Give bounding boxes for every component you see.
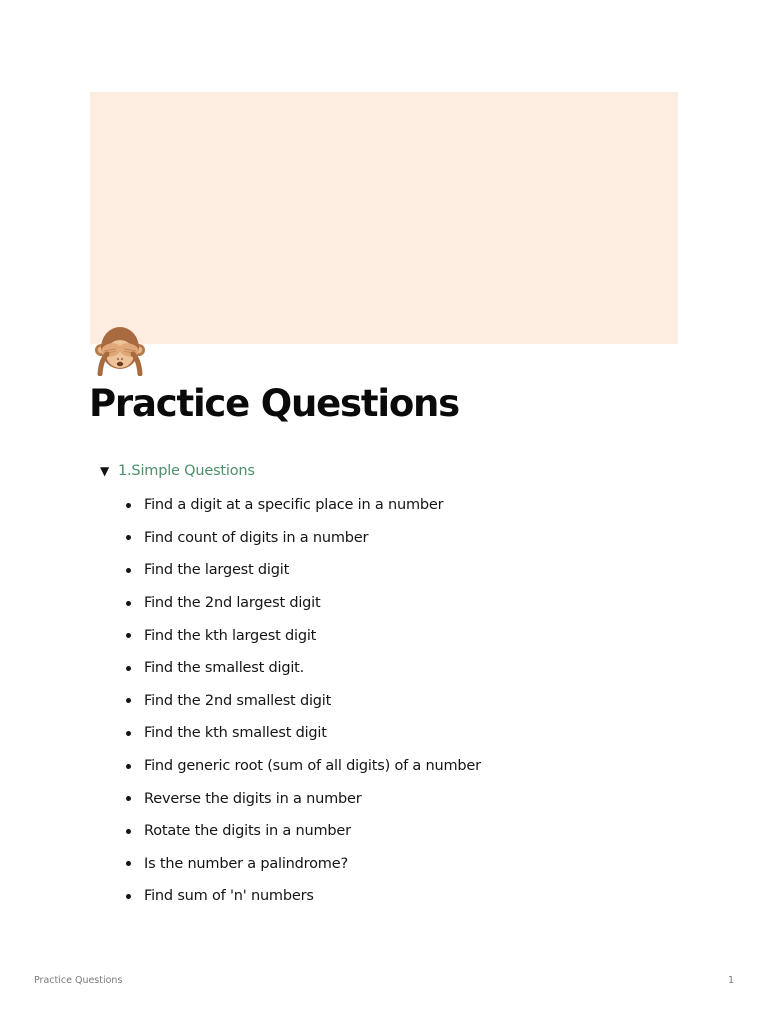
bullet-icon [126,666,131,671]
page-number: 1 [727,975,734,986]
toggle-label: 1.Simple Questions [118,463,255,479]
bullet-icon [126,796,131,801]
list-item-text: Rotate the digits in a number [144,823,351,840]
list-item-text: Find a digit at a specific place in a number [144,497,444,514]
bullet-icon [126,731,131,736]
list-item-text: Reverse the digits in a number [144,790,362,807]
bullet-icon [126,601,131,606]
toggle-block-simple-questions[interactable] [98,460,658,482]
list-item [126,554,646,587]
footer-title: Practice Questions [34,975,123,986]
list-item [126,587,646,620]
triangle-down-icon[interactable]: ▼ [100,464,110,478]
list-item-text: Find generic root (sum of all digits) of a number [144,758,481,775]
list-item [126,717,646,750]
list-item-text: Is the number a palindrome? [144,855,348,872]
bullet-icon [126,764,131,769]
bullet-icon [126,503,131,508]
list-item-text: Find sum of 'n' numbers [144,888,314,905]
toggle-header[interactable] [98,460,658,482]
list-item [126,522,646,555]
bullet-icon [126,698,131,703]
list-item [126,619,646,652]
list-item-text: Find the largest digit [144,562,290,579]
bullet-icon [126,568,131,573]
page-title: Practice Questions [89,382,460,425]
list-item [126,750,646,783]
bullet-icon [126,633,131,638]
list-item-text: Find the 2nd smallest digit [144,692,332,709]
list-item [126,815,646,848]
question-list [126,489,646,913]
list-item-text: Find the 2nd largest digit [144,595,321,612]
bullet-icon [126,861,131,866]
list-item [126,782,646,815]
list-item [126,685,646,718]
list-item [126,880,646,913]
list-item [126,652,646,685]
bullet-icon [126,535,131,540]
list-item-text: Find count of digits in a number [144,529,369,546]
cover-banner [90,92,678,344]
list-item [126,489,646,522]
list-item-text: Find the kth smallest digit [144,725,327,742]
list-item-text: Find the kth largest digit [144,627,317,644]
see-no-evil-monkey-icon [94,322,146,376]
bullet-icon [126,894,131,899]
list-item-text: Find the smallest digit. [144,660,305,677]
list-item [126,848,646,881]
bullet-icon [126,829,131,834]
